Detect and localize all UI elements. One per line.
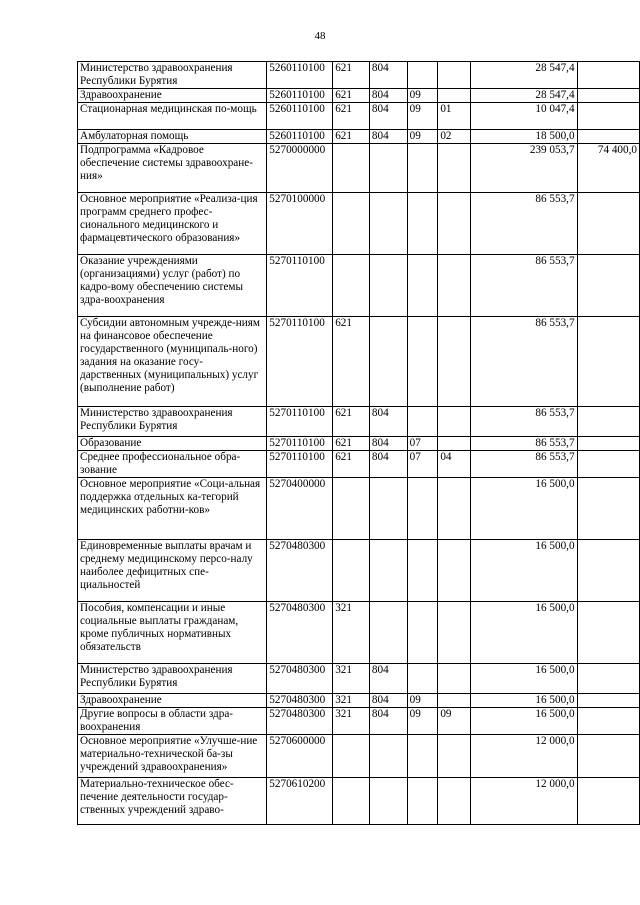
row-sum1: 12 000,0 (471, 778, 578, 825)
row-name: Образование (78, 437, 267, 451)
row-csr: 5270480300 (267, 540, 333, 602)
row-name: Подпрограмма «Кадровое обеспечение системы здравоохране-ния» (78, 144, 267, 193)
row-sum2 (577, 317, 639, 407)
row-sum1: 86 553,7 (471, 407, 578, 437)
row-csr: 5270480300 (267, 664, 333, 694)
row-rz: 09 (407, 694, 438, 708)
table-row (78, 62, 640, 89)
table-row (78, 103, 640, 130)
row-sum1: 16 500,0 (471, 694, 578, 708)
table-row (78, 778, 640, 825)
row-pr: 09 (438, 708, 471, 735)
row-rz (407, 735, 438, 778)
row-csr: 5270480300 (267, 708, 333, 735)
row-pr (438, 735, 471, 778)
row-csr: 5270110100 (267, 437, 333, 451)
row-name: Другие вопросы в области здра-воохранения (78, 708, 267, 735)
row-sum1: 16 500,0 (471, 708, 578, 735)
row-sum2 (577, 778, 639, 825)
row-grbs: 804 (369, 451, 407, 478)
row-rz (407, 317, 438, 407)
row-name: Здравоохранение (78, 694, 267, 708)
row-rz: 07 (407, 437, 438, 451)
row-sum2 (577, 193, 639, 255)
row-rz: 09 (407, 130, 438, 144)
row-pr: 04 (438, 451, 471, 478)
table-row (78, 317, 640, 407)
budget-table (77, 61, 640, 825)
row-vr (333, 540, 370, 602)
table-row (78, 735, 640, 778)
row-sum2 (577, 708, 639, 735)
row-vr: 321 (333, 708, 370, 735)
row-name: Амбулаторная помощь (78, 130, 267, 144)
row-vr: 621 (333, 89, 370, 103)
row-sum2 (577, 694, 639, 708)
row-sum1: 10 047,4 (471, 103, 578, 130)
row-grbs (369, 735, 407, 778)
row-vr: 321 (333, 602, 370, 664)
row-grbs (369, 540, 407, 602)
table-row (78, 451, 640, 478)
row-vr: 621 (333, 407, 370, 437)
row-csr: 5260110100 (267, 130, 333, 144)
row-grbs: 804 (369, 89, 407, 103)
table-row (78, 694, 640, 708)
row-sum2 (577, 255, 639, 317)
table-row (78, 144, 640, 193)
row-sum2 (577, 451, 639, 478)
row-vr: 621 (333, 317, 370, 407)
table-row (78, 540, 640, 602)
row-pr (438, 437, 471, 451)
table-row (78, 478, 640, 540)
row-rz (407, 144, 438, 193)
row-grbs (369, 478, 407, 540)
row-grbs (369, 317, 407, 407)
row-pr (438, 255, 471, 317)
row-sum1: 16 500,0 (471, 478, 578, 540)
row-sum2 (577, 130, 639, 144)
row-sum2 (577, 89, 639, 103)
row-sum2 (577, 437, 639, 451)
row-grbs: 804 (369, 130, 407, 144)
row-csr: 5270110100 (267, 255, 333, 317)
row-rz: 09 (407, 103, 438, 130)
row-rz (407, 778, 438, 825)
row-rz (407, 407, 438, 437)
row-pr (438, 407, 471, 437)
row-csr: 5260110100 (267, 103, 333, 130)
row-pr (438, 89, 471, 103)
row-name: Материально-техническое обес-печение деятельности государ-ственных учреждений здраво- (78, 778, 267, 825)
row-name: Единовременные выплаты врачам и среднему медицинскому персо-налу наиболее дефицитных спе-циальностей (78, 540, 267, 602)
row-sum2: 74 400,0 (577, 144, 639, 193)
row-name: Здравоохранение (78, 89, 267, 103)
row-grbs: 804 (369, 407, 407, 437)
row-sum2 (577, 664, 639, 694)
row-pr (438, 778, 471, 825)
row-name: Основное мероприятие «Соци-альная поддержка отдельных ка-тегорий медицинских работни-ков» (78, 478, 267, 540)
row-pr (438, 144, 471, 193)
row-vr: 321 (333, 664, 370, 694)
row-name: Основное мероприятие «Реализа-ция программ среднего профес-сионального медицинского и фармацевтического образования» (78, 193, 267, 255)
row-vr (333, 478, 370, 540)
row-pr (438, 478, 471, 540)
row-rz (407, 478, 438, 540)
row-csr: 5270100000 (267, 193, 333, 255)
row-sum1: 16 500,0 (471, 602, 578, 664)
row-sum1: 86 553,7 (471, 255, 578, 317)
row-pr (438, 664, 471, 694)
row-name: Среднее профессиональное обра-зование (78, 451, 267, 478)
row-csr: 5270110100 (267, 451, 333, 478)
table-row (78, 664, 640, 694)
row-rz (407, 255, 438, 317)
row-vr: 621 (333, 437, 370, 451)
table-row (78, 130, 640, 144)
row-sum1: 16 500,0 (471, 664, 578, 694)
row-sum2 (577, 478, 639, 540)
row-grbs (369, 778, 407, 825)
row-sum1: 18 500,0 (471, 130, 578, 144)
row-sum1: 16 500,0 (471, 540, 578, 602)
row-vr: 621 (333, 130, 370, 144)
row-vr (333, 193, 370, 255)
page-number: 48 (314, 30, 326, 42)
row-sum1: 239 053,7 (471, 144, 578, 193)
row-csr: 5270110100 (267, 317, 333, 407)
row-rz (407, 540, 438, 602)
row-name: Министерство здравоохранения Республики Бурятия (78, 664, 267, 694)
row-sum1: 86 553,7 (471, 317, 578, 407)
row-sum2 (577, 62, 639, 89)
row-csr: 5270110100 (267, 407, 333, 437)
row-sum2 (577, 407, 639, 437)
row-pr (438, 62, 471, 89)
row-grbs: 804 (369, 708, 407, 735)
row-sum2 (577, 540, 639, 602)
row-pr (438, 540, 471, 602)
row-name: Субсидии автономным учрежде-ниям на финансовое обеспечение государственного (муниципаль-ного) задания на оказание госу-дарственных (муниципальных) услуг (выполнение работ) (78, 317, 267, 407)
row-sum2 (577, 735, 639, 778)
row-name: Основное мероприятие «Улучше-ние материально-технической ба-зы учреждений здравоохранения» (78, 735, 267, 778)
table-body (78, 62, 640, 825)
row-name: Оказание учреждениями (организациями) услуг (работ) по кадро-вому обеспечению системы здра-воохранения (78, 255, 267, 317)
row-grbs: 804 (369, 103, 407, 130)
row-pr: 02 (438, 130, 471, 144)
row-rz: 09 (407, 89, 438, 103)
row-name: Министерство здравоохранения Республики Бурятия (78, 62, 267, 89)
row-grbs: 804 (369, 62, 407, 89)
row-pr (438, 193, 471, 255)
row-sum1: 86 553,7 (471, 437, 578, 451)
table-row (78, 407, 640, 437)
row-vr (333, 255, 370, 317)
row-sum2 (577, 602, 639, 664)
row-vr: 621 (333, 103, 370, 130)
table-row (78, 89, 640, 103)
row-rz (407, 602, 438, 664)
row-pr (438, 602, 471, 664)
row-vr (333, 144, 370, 193)
row-csr: 5270480300 (267, 602, 333, 664)
row-grbs: 804 (369, 437, 407, 451)
row-rz: 07 (407, 451, 438, 478)
table-row (78, 255, 640, 317)
row-csr: 5270000000 (267, 144, 333, 193)
row-csr: 5260110100 (267, 62, 333, 89)
row-grbs (369, 193, 407, 255)
row-rz (407, 664, 438, 694)
row-pr (438, 317, 471, 407)
row-grbs (369, 255, 407, 317)
row-grbs: 804 (369, 694, 407, 708)
row-csr: 5270600000 (267, 735, 333, 778)
row-vr (333, 735, 370, 778)
row-csr: 5270610200 (267, 778, 333, 825)
row-rz (407, 62, 438, 89)
row-grbs (369, 144, 407, 193)
row-pr (438, 694, 471, 708)
row-sum1: 12 000,0 (471, 735, 578, 778)
table-row (78, 602, 640, 664)
table-row (78, 193, 640, 255)
row-sum1: 86 553,7 (471, 193, 578, 255)
row-grbs: 804 (369, 664, 407, 694)
row-sum1: 86 553,7 (471, 451, 578, 478)
row-rz: 09 (407, 708, 438, 735)
row-vr: 321 (333, 694, 370, 708)
row-csr: 5270480300 (267, 694, 333, 708)
row-vr (333, 778, 370, 825)
row-sum1: 28 547,4 (471, 89, 578, 103)
row-grbs (369, 602, 407, 664)
row-csr: 5270400000 (267, 478, 333, 540)
row-vr: 621 (333, 62, 370, 89)
table-row (78, 708, 640, 735)
row-name: Стационарная медицинская по-мощь (78, 103, 267, 130)
row-pr: 01 (438, 103, 471, 130)
table-row (78, 437, 640, 451)
row-sum2 (577, 103, 639, 130)
row-name: Пособия, компенсации и иные социальные выплаты гражданам, кроме публичных нормативных обязательств (78, 602, 267, 664)
row-rz (407, 193, 438, 255)
row-sum1: 28 547,4 (471, 62, 578, 89)
row-vr: 621 (333, 451, 370, 478)
row-name: Министерство здравоохранения Республики Бурятия (78, 407, 267, 437)
row-csr: 5260110100 (267, 89, 333, 103)
